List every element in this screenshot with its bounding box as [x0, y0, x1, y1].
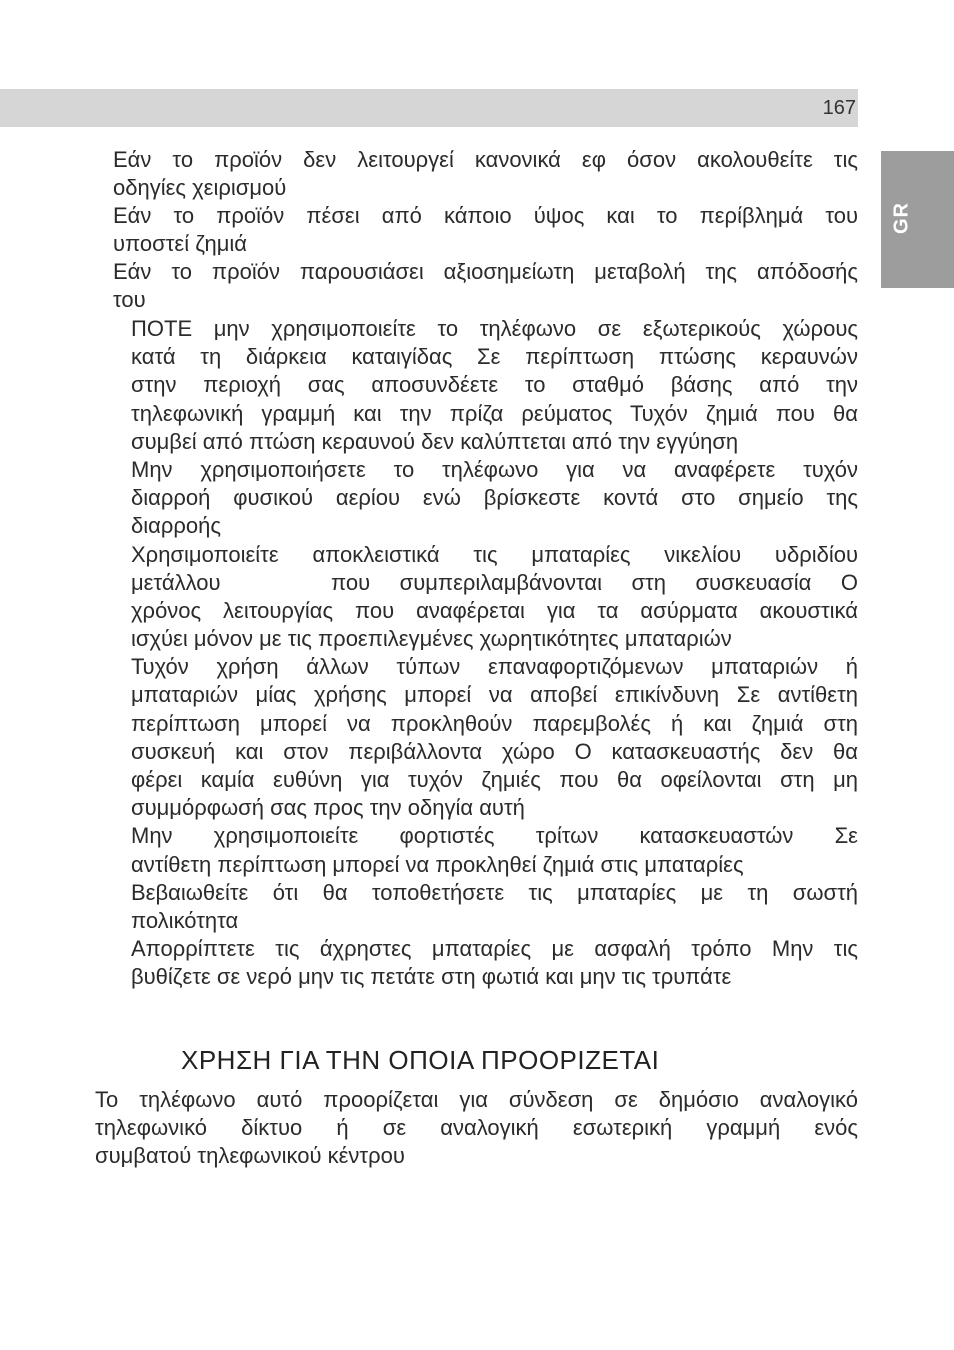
- text-line: Μην χρησιμοποιήσετε το τηλέφωνο για να αναφέρετε τυχόν: [131, 456, 858, 482]
- text-segment: που συμπεριλαμβάνονται στη συσκευασία Ο: [331, 569, 858, 595]
- paragraph: [113, 202, 858, 258]
- text-line: Χρησιμοποιείτε αποκλειστικά τις μπαταρίες νικελίου υδριδίου: [131, 541, 858, 567]
- text-line: Εάν το προϊόν παρουσιάσει αξιοσημείωτη μεταβολή της απόδοσής: [113, 259, 858, 284]
- paragraph: [131, 879, 858, 935]
- text-line: συσκευή και στον περιβάλλοντα χώρο Ο κατασκευαστής δεν θα: [131, 738, 858, 764]
- text-line: πολικότητα: [131, 907, 239, 933]
- text-line: Εάν το προϊόν πέσει από κάποιο ύψος και το περίβλημά του: [113, 203, 858, 228]
- text-line: συμβατού τηλεφωνικού κέντρου: [95, 1143, 405, 1168]
- text-segment: μετάλλου: [131, 569, 221, 595]
- text-line: συμμόρφωσή σας προς την οδηγία αυτή: [131, 795, 525, 821]
- text-line: [131, 569, 858, 597]
- paragraph: [131, 935, 858, 991]
- text-line: Βεβαιωθείτε ότι θα τοποθετήσετε τις μπαταρίες με τη σωστή: [131, 879, 858, 905]
- text-line: διαρροή φυσικού αερίου ενώ βρίσκεστε κοντά στο σημείο της: [131, 485, 858, 511]
- text-line: αντίθετη περίπτωση μπορεί να προκληθεί ζημιά στις μπαταρίες: [131, 851, 744, 877]
- text-line: κατά τη διάρκεια καταιγίδας Σε περίπτωση πτώσης κεραυνών: [131, 344, 858, 370]
- paragraph: [131, 315, 858, 456]
- paragraph: [131, 653, 858, 822]
- text-line: περίπτωση μπορεί να προκληθούν παρεμβολές ή και ζημιά στη: [131, 710, 858, 736]
- text-line: βυθίζετε σε νερό μην τις πετάτε στη φωτιά και μην τις τρυπάτε: [131, 964, 732, 990]
- text-line: τηλεφωνική γραμμή και την πρίζα ρεύματος Τυχόν ζημιά που θα: [131, 400, 858, 426]
- text-line: τηλεφωνικό δίκτυο ή σε αναλογική εσωτερική γραμμή ενός: [95, 1115, 858, 1140]
- text-line: Τυχόν χρήση άλλων τύπων επαναφορτιζόμενων μπαταριών ή: [131, 654, 858, 680]
- text-line: του: [113, 287, 146, 312]
- warranty-conditions: [113, 146, 858, 314]
- page-number: 167: [822, 97, 856, 119]
- text-line: Μην χρησιμοποιείτε φορτιστές τρίτων κατασκευαστών Σε: [131, 823, 858, 849]
- language-tab-label: GR: [890, 202, 913, 234]
- header-bar: [0, 89, 858, 127]
- text-line: διαρροής: [131, 513, 221, 539]
- text-line: ΠΟΤΕ μην χρησιμοποιείτε το τηλέφωνο σε εξωτερικούς χώρους: [131, 316, 858, 341]
- paragraph: [131, 541, 858, 654]
- text-line: Το τηλέφωνο αυτό προορίζεται για σύνδεση σε δημόσιο αναλογικό: [95, 1087, 858, 1112]
- paragraph: [113, 146, 858, 202]
- text-line: Εάν το προϊόν δεν λειτουργεί κανονικά εφ όσον ακολουθείτε τις: [113, 147, 858, 172]
- language-tab: [881, 151, 954, 288]
- text-line: στην περιοχή σας αποσυνδέετε το σταθμό βάσης από την: [131, 372, 858, 398]
- text-line: ισχύει μόνον με τις προεπιλεγμένες χωρητικότητες μπαταριών: [131, 626, 732, 652]
- paragraph: [131, 822, 858, 878]
- text-line: υποστεί ζημιά: [113, 231, 248, 256]
- text-line: Απορρίπτετε τις άχρηστες μπαταρίες με ασφαλή τρόπο Μην τις: [131, 936, 858, 962]
- section-heading: ΧΡΗΣΗ ΓΙΑ ΤΗΝ ΟΠΟΙΑ ΠΡΟΟΡΙΖΕΤΑΙ: [181, 1045, 660, 1075]
- text-line: συμβεί από πτώση κεραυνού δεν καλύπτεται από την εγγύηση: [131, 428, 739, 454]
- intended-use-paragraph: [95, 1086, 858, 1170]
- paragraph: [131, 456, 858, 541]
- paragraph: [113, 258, 858, 314]
- text-line: οδηγίες χειρισμού: [113, 175, 287, 200]
- safety-instructions: [131, 315, 858, 992]
- text-line: φέρει καμία ευθύνη για τυχόν ζημιές που θα οφείλονται στη μη: [131, 767, 858, 792]
- text-line: μπαταριών μίας χρήσης μπορεί να αποβεί επικίνδυνη Σε αντίθετη: [131, 682, 858, 708]
- text-line: χρόνος λειτουργίας που αναφέρεται για τα ασύρματα ακουστικά: [131, 597, 858, 623]
